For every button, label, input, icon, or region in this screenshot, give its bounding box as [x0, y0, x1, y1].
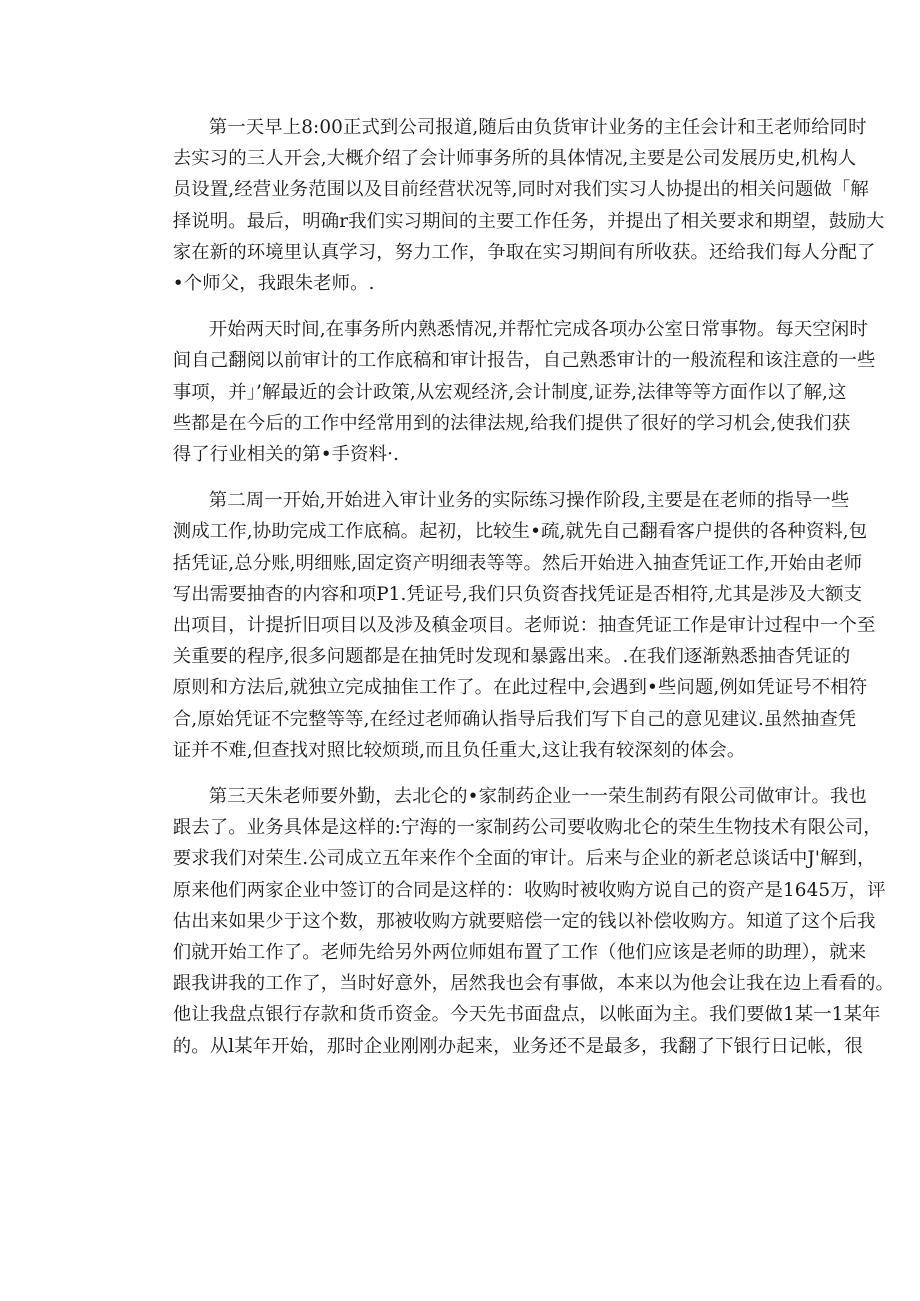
- text-line: 要求我们对荣生.公司成立五年来作个全面的审计。后来与企业的新老总谈话中J'解到，: [172, 848, 876, 870]
- text-line: 些都是在今后的工作中经常用到的法律法规,给我们提供了很好的学习机会,使我们获: [172, 412, 851, 434]
- text-line: 写出需要抽杳的内容和项P1.凭证号,我们只负资杳找凭证是否相符,尤其是涉及大额支: [172, 583, 863, 605]
- paragraph-3: [136, 485, 876, 766]
- paragraph-4: [136, 781, 894, 1062]
- paragraph-2: [136, 314, 876, 470]
- text-line: 原则和方法后,就独立完成抽隹工作了。在此过程中,会遇到•些问题,例如凭证号不相符: [172, 677, 868, 699]
- text-line: 员设置,经营业务范围以及目前经营状况等,同时对我们实习人协提出的相关问题做「解: [172, 179, 869, 201]
- text-line: 第三天朱老师要外勤，去北仑的•家制药企业一一荣生制药有限公司做审计。我也: [208, 786, 867, 808]
- text-line: 去实习的三人开会,大概介绍了会计师事务所的具体情况,主要是公司发展历史,机构人: [172, 148, 857, 170]
- text-line: 测成工作,协助完成工作底稿。起初，比较生•疏,就先自己翻看客户提供的各种资料,包: [172, 521, 868, 543]
- text-line: 事项，并」’解最近的会计政策,从宏观经济,会计制度,证券,法律等等方面作以了解,这: [172, 381, 847, 403]
- text-line: 第二周一开始,开始进入审计业务的实际练习操作阶段,主要是在老师的指导一些: [208, 490, 850, 512]
- text-line: 家在新的环境里认真学习，努力工作，争取在实习期间有所收获。还给我们每人分配了: [172, 241, 876, 263]
- text-line: 跟去了。业务具体是这样的:宁海的一家制药公司要收购北仑的荣生生物技术有限公司，: [172, 817, 882, 839]
- document-body: [136, 112, 894, 1077]
- text-line: 开始两天时间,在事务所内熟悉情况,并帮忙完成各项办公室日常事物。每天空闲时: [208, 319, 868, 341]
- text-line: 估出来如果少于这个数，那被收购方就要赔偿一定的钱以补偿收购方。知道了这个后我: [172, 910, 876, 932]
- text-line: 出项目，计提折旧项目以及涉及稹金项目。老师说：抽查凭证工作是审计过程中一个至: [172, 615, 876, 637]
- text-line: 择说明。最后，明确r我们实习期间的主要工作任务，并提出了相关要求和期望，鼓励大: [172, 210, 885, 232]
- text-line: 关重要的程序,很多问题都是在抽凭时发现和暴露出来。.在我们逐渐熟悉抽杳凭证的: [172, 646, 851, 668]
- text-line: 第一天早上8:00正式到公司报道,随后由负货审计业务的主任会计和王老师给同时: [208, 117, 867, 138]
- paragraph-1: [136, 112, 885, 299]
- text-line: 合,原始凭证不完整等等,在经过老师确认指导后我们写下自己的意见建议.虽然抽查凭: [172, 708, 857, 730]
- text-line: 证并不难,但查找对照比较烦琐,而且负任重大,这让我有较深刻的体会。: [172, 739, 746, 761]
- text-line: 原来他们两家企业中签订的合同是这样的：收购时被收购方说自己的资产是1645万，评: [172, 879, 886, 901]
- text-line: 的。从l某年开始，那时企业刚刚办起来，业务还不是最多，我翻了下银行日记帐，很: [172, 1035, 863, 1057]
- text-line: 间自己翻阅以前审计的工作底稿和审计报告，自己熟悉审计的一般流程和该注意的一些: [172, 350, 876, 372]
- text-line: 们就开始工作了。老师先给另外两位师姐布置了工作（他们应该是老师的助理），就来: [172, 942, 867, 964]
- text-line: 得了行业相关的第•手资料·.: [172, 444, 400, 466]
- text-line: 跟我讲我的工作了，当时好意外，居然我也会有事做，本来以为他会让我在边上看看的。: [172, 973, 894, 995]
- text-line: 他让我盘点银行存款和货币资金。今天先书面盘点，以帐面为主。我们要做1某一1某年: [172, 1004, 881, 1026]
- text-line: 括凭证,总分账,明细账,固定资产明细表等等。然后开始进入抽查凭证工作,开始由老师: [172, 552, 863, 574]
- text-line: •个师父，我跟朱老师。.: [172, 273, 375, 295]
